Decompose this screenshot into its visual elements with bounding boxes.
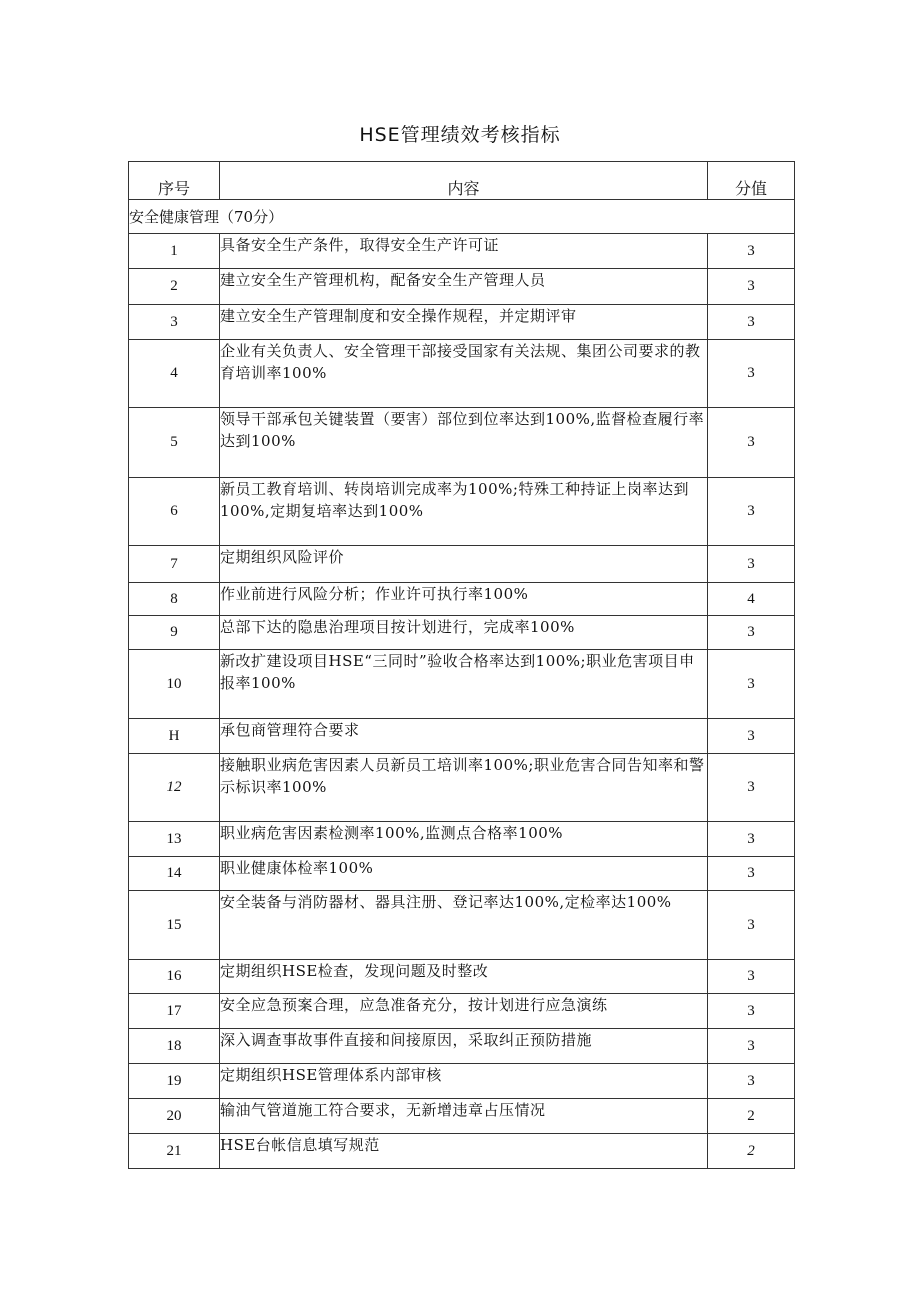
row-content: 新员工教育培训、转岗培训完成率为100%;特殊工种持证上岗率达到100%,定期复培率达到100% <box>220 478 708 546</box>
row-score: 3 <box>708 891 795 960</box>
row-number: 6 <box>129 478 220 546</box>
row-number: 5 <box>129 408 220 478</box>
row-score: 3 <box>708 960 795 994</box>
row-score: 3 <box>708 754 795 822</box>
row-content: 接触职业病危害因素人员新员工培训率100%;职业危害合同告知率和警示标识率100% <box>220 754 708 822</box>
row-score: 3 <box>708 408 795 478</box>
row-content: 定期组织风险评价 <box>220 546 708 583</box>
row-number: 15 <box>129 891 220 960</box>
table-row <box>129 616 795 650</box>
row-score: 3 <box>708 822 795 857</box>
row-score: 3 <box>708 234 795 269</box>
table-row <box>129 408 795 478</box>
row-number: H <box>129 719 220 754</box>
table-row <box>129 719 795 754</box>
row-score: 2 <box>708 1099 795 1134</box>
table-row <box>129 546 795 583</box>
row-score: 3 <box>708 478 795 546</box>
row-score: 3 <box>708 305 795 340</box>
table-row <box>129 340 795 408</box>
table-row <box>129 822 795 857</box>
table-row <box>129 960 795 994</box>
table-row <box>129 1134 795 1169</box>
hse-indicator-table <box>128 161 795 1169</box>
row-score: 3 <box>708 857 795 891</box>
table-header-row <box>129 162 795 200</box>
section-row <box>129 200 795 234</box>
row-content: 建立安全生产管理制度和安全操作规程，并定期评审 <box>220 305 708 340</box>
table-row <box>129 234 795 269</box>
row-content: 建立安全生产管理机构，配备安全生产管理人员 <box>220 269 708 305</box>
row-score: 3 <box>708 994 795 1029</box>
table-row <box>129 1029 795 1064</box>
row-number: 21 <box>129 1134 220 1169</box>
table-row <box>129 891 795 960</box>
row-content: 安全应急预案合理，应急准备充分，按计划进行应急演练 <box>220 994 708 1029</box>
document-title: HSE管理绩效考核指标 <box>359 124 561 146</box>
header-content: 内容 <box>220 162 708 200</box>
row-score: 3 <box>708 719 795 754</box>
table-row <box>129 650 795 719</box>
row-score: 3 <box>708 1064 795 1099</box>
row-number: 1 <box>129 234 220 269</box>
row-content: 职业健康体检率100% <box>220 857 708 891</box>
table-row <box>129 583 795 616</box>
row-content: 总部下达的隐患治理项目按计划进行，完成率100% <box>220 616 708 650</box>
row-score: 4 <box>708 583 795 616</box>
header-score: 分值 <box>708 162 795 200</box>
row-number: 18 <box>129 1029 220 1064</box>
row-score: 3 <box>708 269 795 305</box>
row-number: 13 <box>129 822 220 857</box>
row-score: 3 <box>708 546 795 583</box>
row-content: 具备安全生产条件，取得安全生产许可证 <box>220 234 708 269</box>
table-row <box>129 305 795 340</box>
row-number: 7 <box>129 546 220 583</box>
row-score: 2 <box>708 1134 795 1169</box>
row-content: 深入调查事故事件直接和间接原因，采取纠正预防措施 <box>220 1029 708 1064</box>
row-number: 3 <box>129 305 220 340</box>
row-number: 17 <box>129 994 220 1029</box>
row-content: 企业有关负责人、安全管理干部接受国家有关法规、集团公司要求的教育培训率100% <box>220 340 708 408</box>
row-content: 输油气管道施工符合要求，无新增违章占压情况 <box>220 1099 708 1134</box>
table-row <box>129 269 795 305</box>
row-score: 3 <box>708 616 795 650</box>
row-number: 8 <box>129 583 220 616</box>
row-score: 3 <box>708 650 795 719</box>
row-number: 19 <box>129 1064 220 1099</box>
row-content: 安全装备与消防器材、器具注册、登记率达100%,定检率达100% <box>220 891 708 960</box>
row-content: 定期组织HSE检查，发现问题及时整改 <box>220 960 708 994</box>
row-number: 10 <box>129 650 220 719</box>
table-row <box>129 754 795 822</box>
row-content: 作业前进行风险分析；作业许可执行率100% <box>220 583 708 616</box>
row-number: 2 <box>129 269 220 305</box>
row-content: HSE台帐信息填写规范 <box>220 1134 708 1169</box>
header-no: 序号 <box>129 162 220 200</box>
row-content: 新改扩建设项目HSE“三同时”验收合格率达到100%;职业危害项目申报率100% <box>220 650 708 719</box>
table-row <box>129 1099 795 1134</box>
row-content: 承包商管理符合要求 <box>220 719 708 754</box>
row-number: 20 <box>129 1099 220 1134</box>
row-score: 3 <box>708 1029 795 1064</box>
row-content: 领导干部承包关键装置（要害）部位到位率达到100%,监督检查履行率达到100% <box>220 408 708 478</box>
row-number: 4 <box>129 340 220 408</box>
row-number: 12 <box>129 754 220 822</box>
table-row <box>129 857 795 891</box>
row-content: 定期组织HSE管理体系内部审核 <box>220 1064 708 1099</box>
row-content: 职业病危害因素检测率100%,监测点合格率100% <box>220 822 708 857</box>
row-number: 14 <box>129 857 220 891</box>
section-title: 安全健康管理（70分） <box>129 200 795 234</box>
table-row <box>129 1064 795 1099</box>
row-score: 3 <box>708 340 795 408</box>
table-row <box>129 478 795 546</box>
table-row <box>129 994 795 1029</box>
table-body <box>129 234 795 1169</box>
row-number: 9 <box>129 616 220 650</box>
row-number: 16 <box>129 960 220 994</box>
